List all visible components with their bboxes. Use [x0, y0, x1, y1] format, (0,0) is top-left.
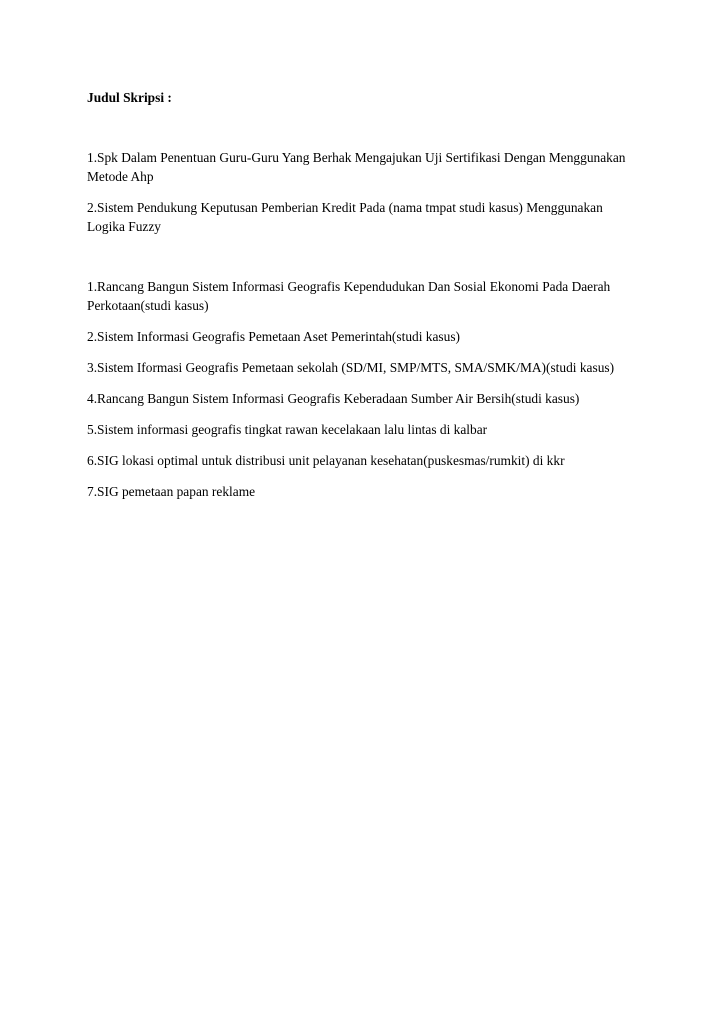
document-title: Judul Skripsi : [87, 90, 172, 105]
list-item: 2.Sistem Informasi Geografis Pemetaan Aset Pemerintah(studi kasus) [87, 329, 461, 344]
document-content [87, 88, 632, 501]
thesis-list-spk [87, 148, 632, 236]
list-item: 6.SIG lokasi optimal untuk distribusi unit pelayanan kesehatan(puskesmas/rumkit) di kkr [87, 453, 565, 468]
list-item: 1.Spk Dalam Penentuan Guru-Guru Yang Berhak Mengajukan Uji Sertifikasi Dengan Menggunakan Metode Ahp [87, 150, 626, 184]
list-item: 5.Sistem informasi geografis tingkat rawan kecelakaan lalu lintas di kalbar [87, 422, 488, 437]
list-item: 1.Rancang Bangun Sistem Informasi Geografis Kependudukan Dan Sosial Ekonomi Pada Daerah Perkotaan(studi kasus) [87, 279, 611, 313]
list-item: 2.Sistem Pendukung Keputusan Pemberian Kredit Pada (nama tmpat studi kasus) Menggunakan Logika Fuzzy [87, 200, 603, 234]
list-item: 7.SIG pemetaan papan reklame [87, 484, 256, 499]
list-item: 4.Rancang Bangun Sistem Informasi Geografis Keberadaan Sumber Air Bersih(studi kasus) [87, 391, 580, 406]
list-item: 3.Sistem Iformasi Geografis Pemetaan sekolah (SD/MI, SMP/MTS, SMA/SMK/MA)(studi kasus) [87, 360, 615, 375]
thesis-list-sig [87, 277, 632, 501]
